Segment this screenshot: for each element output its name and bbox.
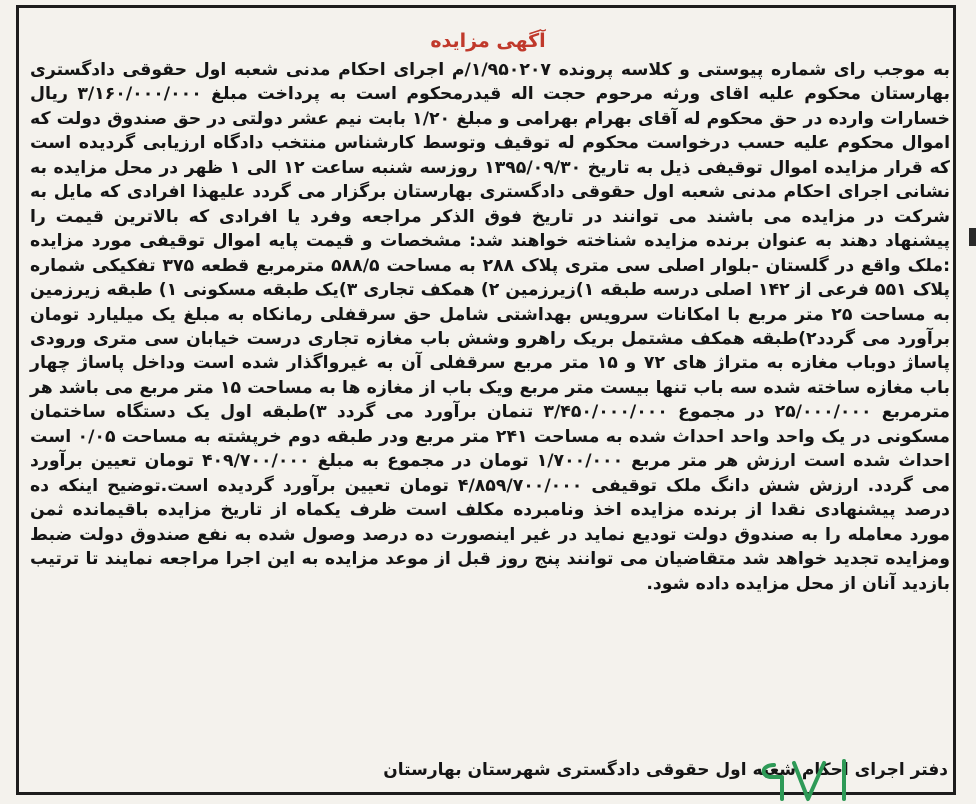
page-edge-mark	[969, 228, 976, 246]
notice-signature-line: دفتر اجرای احکام شعبه اول حقوقی دادگستری شهرستان بهارستان	[383, 760, 948, 780]
notice-body: به موجب رای شماره پیوستی و کلاسه پرونده ۱/۹۵۰۲۰۷/م اجرای احکام مدنی شعبه اول حقوقی دادگستری بهارستان محکوم علیه اقای ورثه مرحوم حجت اله قیدرمحکوم است به پرداخت مبلغ ۳/۱۶۰/۰۰۰/۰۰۰ ریال خسارات وارده در حق محکوم له آقای بهرام بهرامی و مبلغ ۱/۲۰ بابت نیم عشر دولتی در حق صندوق دولت که اموال محکوم علیه حسب درخواست محکوم له توقیف وتوسط کارشناس منتخب دادگاه ارزیابی گردیده است که قرار مزایده اموال توقیفی ذیل به تاریخ ۱۳۹۵/۰۹/۳۰ روزسه شنبه ساعت ۱۲ الی ۱ ظهر در محل مزایده به نشانی اجرای احکام مدنی شعبه اول حقوقی دادگستری بهارستان برگزار می گردد علیهذا افرادی که مایل به شرکت در مزایده می باشند می توانند در تاریخ فوق الذکر مراجعه وفرد یا افرادی که بالاترین قیمت را پیشنهاد دهند به عنوان برنده مزایده شناخته خواهند شد: مشخصات و قیمت پایه اموال توقیفی مورد مزایده :ملک واقع در گلستان -بلوار اصلی سی متری پلاک ۲۸۸ به مساحت ۵۸۸/۵ مترمربع قطعه ۳۷۵ تفکیکی شماره پلاک ۵۵۱ فرعی از ۱۴۲ اصلی درسه طبقه ۱)زیرزمین ۲) همکف تجاری ۳)یک طبقه مسکونی ۱) طبقه زیرزمین به مساحت ۲۵ متر مربع با امکانات سرویس بهداشتی شامل حق سرقفلی رمانکاه به مبلغ یک میلیارد تومان برآورد می گردد۲)طبقه همکف مشتمل بریک راهرو وشش باب مغازه تجاری درست خیابان سی متری ورودی پاساژ دوباب مغازه به متراژ های ۷۲ و ۱۵ متر مربع سرقفلی آن به غیرواگذار شده است وداخل پاساژ چهار باب مغازه ساخته شده سه باب تنها بیست متر مربع ویک باب از مغازه ها به مساحت ۱۵ متر مربع می باشد هر مترمربع ۲۵/۰۰۰/۰۰۰ در مجموع ۳/۴۵۰/۰۰۰/۰۰۰ تنمان برآورد می گردد ۳)طبقه اول یک دستگاه ساختمان مسکونی در یک واحد واحد احداث شده به مساحت ۲۴۱ متر مربع ودر طبقه دوم خرپشته به مساحت ۰/۰۵ است احداث شده است ارزش هر متر مربع ۱/۷۰۰/۰۰۰ تومان در مجموع به مبلغ ۴۰۹/۷۰۰/۰۰۰ تومان تعیین برآورد می گردد. ارزش شش دانگ ملک توقیفی ۴/۸۵۹/۷۰۰/۰۰۰ تومان تعیین برآورد گردیده است.توضیح اینکه ده درصد پیشنهادی نقدا از برنده مزایده اخذ ونامبرده مکلف است ظرف یکماه از تاریخ مزایده باقیمانده ثمن مورد معامله را به صندوق دولت تودیع نماید در غیر اینصورت ده درصد وصول شده به نفع صندوق دولت ضبط ومزایده تجدید خواهد شد متقاضیان می توانند پنج روز قبل از موعد مزایده به این اجرا مراجعه نمایند تا ترتیب بازدید آنان از محل مزایده داده شود.	[30, 60, 951, 594]
handwritten-number-176	[752, 755, 862, 803]
notice-title: آگهی مزایده	[430, 30, 546, 52]
